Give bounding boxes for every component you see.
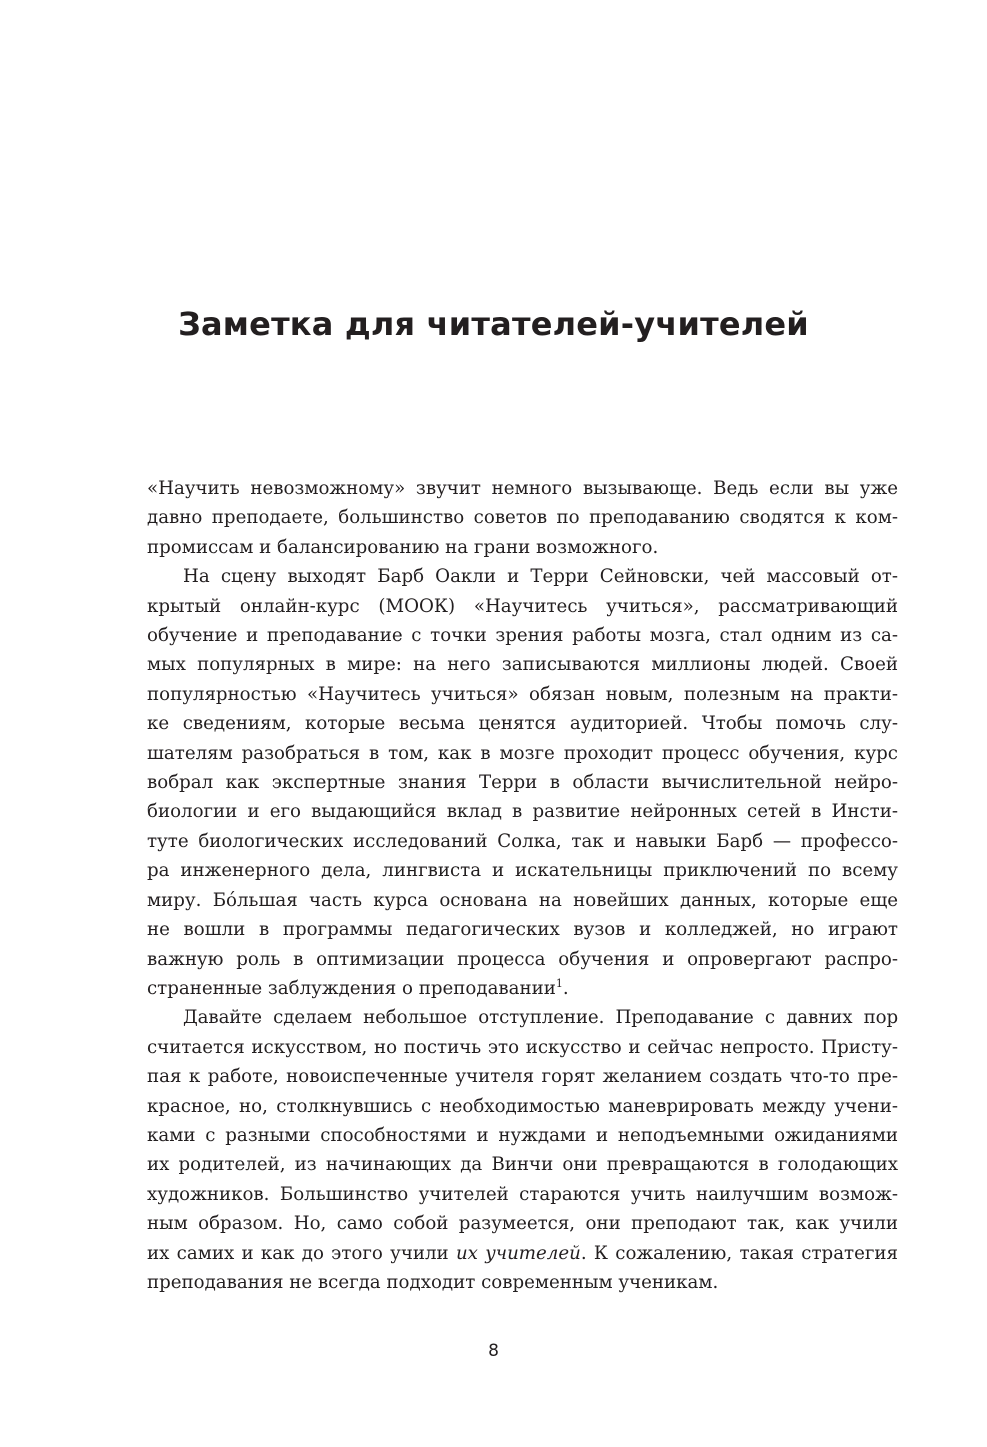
- text-line: их родителей, из начинающих да Винчи они превращаются в голодающих: [147, 1154, 898, 1176]
- text-line: красное, но, столкнувшись с необходимостью маневрировать между учени-: [147, 1095, 898, 1117]
- text-line: художников. Большинство учителей стараются учить наилучшим возмож-: [147, 1183, 898, 1205]
- text-line: крытый онлайн-курс (МООК) «Научитесь учиться», рассматривающий: [147, 595, 898, 617]
- text-line: важную роль в оптимизации процесса обучения и опровергают распро-: [147, 948, 898, 970]
- footnote-mark[interactable]: 1: [555, 976, 563, 990]
- text-line: преподавания не всегда подходит современным ученикам.: [147, 1271, 719, 1293]
- text-fragment: их самих и как до этого учили: [147, 1242, 456, 1264]
- text-line: промиссам и балансированию на грани возможного.: [147, 536, 659, 558]
- text-line: туте биологических исследований Солка, так и навыки Барб — профессо-: [147, 830, 898, 852]
- text-line: не вошли в программы педагогических вузов и колледжей, но играют: [147, 919, 898, 941]
- text-line: вобрал как экспертные знания Терри в области вычислительной нейро-: [147, 772, 898, 794]
- text-line: шателям разобраться в том, как в мозге проходит процесс обучения, курс: [147, 742, 898, 764]
- text-line: давно преподаете, большинство советов по преподаванию сводятся к ком-: [147, 507, 898, 529]
- text-line: На сцену выходят Барб Оакли и Терри Сейновски, чей массовый от-: [183, 566, 898, 588]
- body-text: [147, 474, 898, 1297]
- text-line: популярностью «Научитесь учиться» обязан новым, полезным на практи-: [147, 683, 898, 705]
- text-line: считается искусством, но постичь это искусство и сейчас непросто. Присту-: [147, 1036, 898, 1058]
- paragraph-3: [147, 1003, 898, 1297]
- italic-text: их учителей: [455, 1242, 581, 1264]
- text-line: мых популярных в мире: на него записываются миллионы людей. Своей: [147, 654, 898, 676]
- text-line: ками с разными способностями и нуждами и неподъемными ожиданиями: [147, 1124, 898, 1146]
- text-fragment: страненные заблуждения о преподавании: [147, 977, 556, 999]
- text-line: «Научить невозможному» звучит немного вызывающе. Ведь если вы уже: [147, 478, 898, 499]
- text-line: ра инженерного дела, лингвиста и искательницы приключений по всему: [147, 860, 898, 882]
- text-line: миру. Бóльшая часть курса основана на новейших данных, которые еще: [147, 889, 898, 911]
- text-line: ке сведениям, которые весьма ценятся аудиторией. Чтобы помочь слу-: [147, 713, 898, 735]
- page-number: 8: [488, 1341, 499, 1361]
- text-line: [147, 974, 898, 1003]
- text-line: [147, 1239, 898, 1268]
- text-line: ным образом. Но, само собой разумеется, они преподают так, как учили: [147, 1213, 898, 1235]
- paragraph-1: [147, 474, 898, 562]
- text-line: биологии и его выдающийся вклад в развитие нейронных сетей в Инсти-: [147, 801, 898, 823]
- text-line: Давайте сделаем небольшое отступление. Преподавание с давних пор: [183, 1007, 898, 1029]
- page-title: Заметка для читателей-учителей: [178, 305, 809, 343]
- text-fragment: . К сожалению, такая стратегия: [580, 1242, 898, 1264]
- text-line: пая к работе, новоиспеченные учителя горят желанием создать что-то пре-: [147, 1066, 898, 1088]
- paragraph-2: [147, 562, 898, 1003]
- text-line: обучение и преподавание с точки зрения работы мозга, стал одним из са-: [147, 625, 898, 647]
- text-fragment: .: [562, 977, 569, 999]
